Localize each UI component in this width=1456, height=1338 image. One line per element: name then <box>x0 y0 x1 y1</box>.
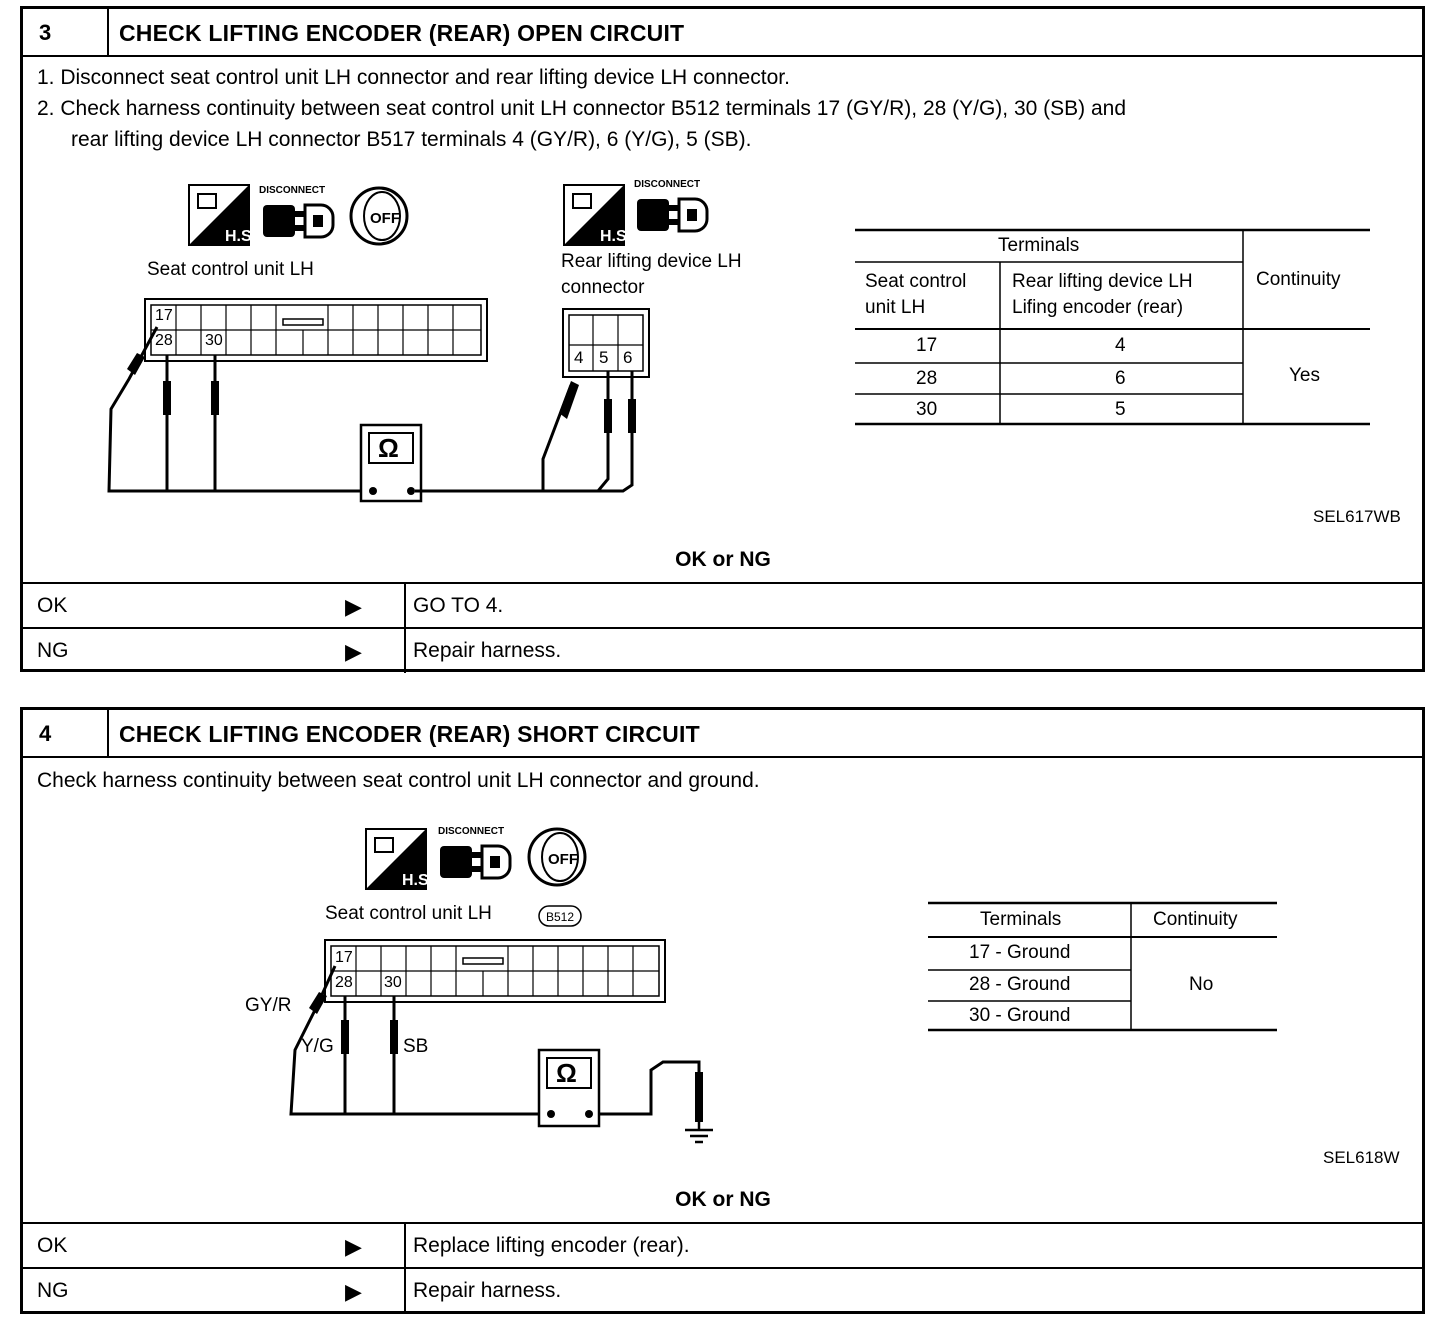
table-col2-header-a: Rear lifting device LH <box>1012 271 1193 292</box>
wire-color-yg: Y/G <box>301 1036 334 1057</box>
hs-icon-label: H.S. <box>225 228 257 245</box>
result-row-ng <box>23 627 1422 673</box>
wire-color-sb: SB <box>403 1036 429 1057</box>
unit-pin-17: 17 <box>155 307 173 324</box>
rear-pin-6: 6 <box>623 348 633 367</box>
step-number: 3 <box>23 9 109 55</box>
disconnect-label: DISCONNECT <box>438 826 505 837</box>
disconnect-label: DISCONNECT <box>634 179 701 190</box>
table-cell: 30 - Ground <box>969 1005 1071 1026</box>
arrow-icon: ▶ <box>345 594 362 619</box>
table-col1-header: Terminals <box>980 909 1062 930</box>
result-key: OK <box>37 1234 68 1257</box>
table-col1-header-a: Seat control <box>865 271 967 292</box>
hs-icon-label: H.S. <box>402 872 434 889</box>
instruction-line-1: 1. Disconnect seat control unit LH connector and rear lifting device LH connector. <box>37 66 790 89</box>
ohm-symbol: Ω <box>378 433 399 463</box>
table-cell: 28 - Ground <box>969 974 1071 995</box>
unit-pin-28: 28 <box>155 332 173 349</box>
arrow-icon: ▶ <box>345 1279 362 1304</box>
table-cell: 17 <box>916 335 938 356</box>
rear-pin-5: 5 <box>599 348 609 367</box>
continuity-table-lines <box>23 9 1423 549</box>
instruction-line-2: 2. Check harness continuity between seat control unit LH connector B512 terminals 17 (GY/R), 28 (Y/G), 30 (SB) and <box>37 97 1127 120</box>
result-action: Repair harness. <box>413 1279 562 1302</box>
table-cell: 28 <box>916 368 938 389</box>
connector-id-text: B512 <box>545 910 575 924</box>
table-terminals-header: Terminals <box>998 235 1080 256</box>
hs-icon-label: H.S. <box>600 228 632 245</box>
result-action: GO TO 4. <box>413 594 504 617</box>
result-action: Replace lifting encoder (rear). <box>413 1234 690 1257</box>
unit-pin-30: 30 <box>384 974 402 991</box>
step-title: CHECK LIFTING ENCODER (REAR) OPEN CIRCUIT <box>119 20 685 46</box>
table-col2-header: Continuity <box>1153 909 1238 930</box>
result-row-ng <box>23 1267 1422 1313</box>
table-cell: 6 <box>1115 368 1126 389</box>
table-cell: 4 <box>1115 335 1126 356</box>
step-title: CHECK LIFTING ENCODER (REAR) SHORT CIRCUIT <box>119 721 700 747</box>
table-result: Yes <box>1289 365 1320 386</box>
arrow-icon: ▶ <box>345 1234 362 1259</box>
arrow-icon: ▶ <box>345 639 362 664</box>
table-cell: 30 <box>916 399 938 420</box>
unit-pin-30: 30 <box>205 332 223 349</box>
wire-color-gyr: GY/R <box>245 995 292 1016</box>
table-result: No <box>1189 974 1214 995</box>
seat-control-unit-label: Seat control unit LH <box>147 259 314 280</box>
rear-device-label-2: connector <box>561 277 645 298</box>
unit-pin-28: 28 <box>335 974 353 991</box>
rear-pin-4: 4 <box>574 348 584 367</box>
continuity-table-lines <box>23 710 1423 1190</box>
seat-control-unit-label: Seat control unit LH <box>325 903 492 924</box>
table-col3-header: Continuity <box>1256 269 1341 290</box>
disconnect-label: DISCONNECT <box>259 185 326 196</box>
table-col1-header-b: unit LH <box>865 297 926 318</box>
rear-device-label-1: Rear lifting device LH <box>561 251 742 272</box>
step-number: 4 <box>23 710 109 756</box>
result-action: Repair harness. <box>413 639 562 662</box>
table-col2-header-b: Lifing encoder (rear) <box>1012 297 1184 318</box>
unit-pin-17: 17 <box>335 949 353 966</box>
result-row-ok <box>23 1222 1422 1268</box>
ok-or-ng-label: OK or NG <box>675 548 771 571</box>
table-cell: 17 - Ground <box>969 942 1071 963</box>
step-4-box <box>20 707 1425 1314</box>
off-icon-label: OFF <box>548 851 578 868</box>
figure-reference: SEL618W <box>1323 1148 1400 1167</box>
result-key: NG <box>37 639 69 662</box>
off-icon-label: OFF <box>370 210 400 227</box>
ok-or-ng-label: OK or NG <box>675 1188 771 1211</box>
instruction-line-1: Check harness continuity between seat control unit LH connector and ground. <box>37 769 760 792</box>
result-key: NG <box>37 1279 69 1302</box>
table-cell: 5 <box>1115 399 1126 420</box>
result-key: OK <box>37 594 68 617</box>
figure-reference: SEL617WB <box>1313 507 1401 526</box>
step-3-box <box>20 6 1425 672</box>
ohm-symbol: Ω <box>556 1058 577 1088</box>
instruction-line-3: rear lifting device LH connector B517 terminals 4 (GY/R), 6 (Y/G), 5 (SB). <box>71 128 752 151</box>
result-row-ok <box>23 582 1422 628</box>
